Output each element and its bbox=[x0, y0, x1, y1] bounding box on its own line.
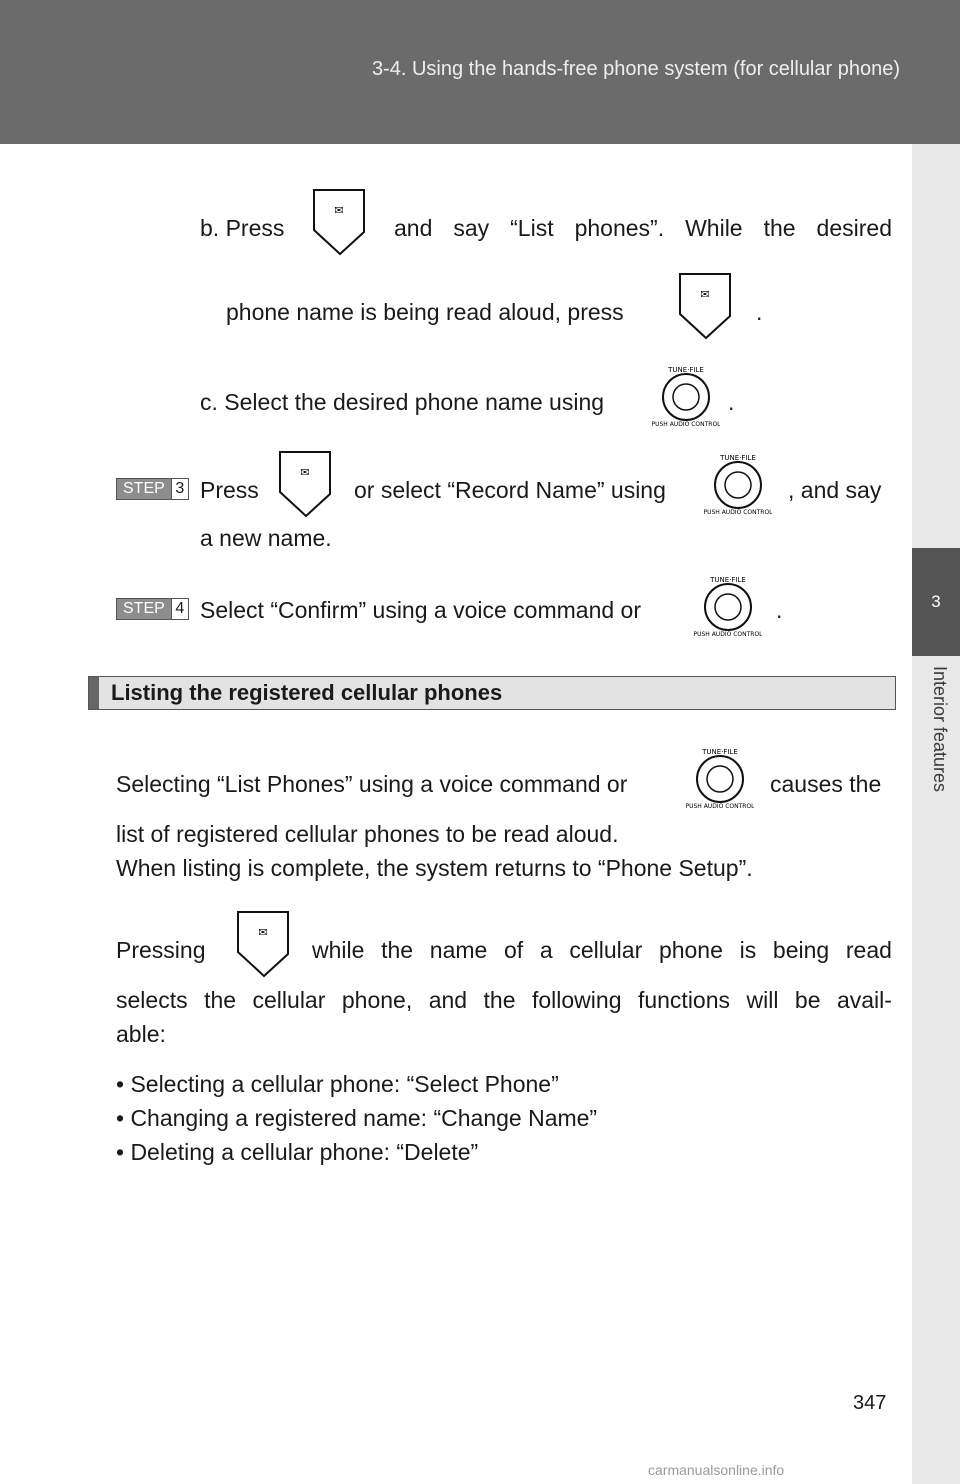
word: the bbox=[204, 987, 237, 1013]
svg-text:✉: ✉ bbox=[700, 288, 710, 301]
step-label: STEP bbox=[117, 479, 171, 499]
step-4-end: . bbox=[776, 597, 783, 623]
word: cellular bbox=[569, 937, 643, 963]
tune-file-knob-icon bbox=[686, 746, 754, 815]
word: and bbox=[394, 215, 433, 241]
step-number: 4 bbox=[171, 599, 188, 619]
para2-line1 bbox=[312, 936, 892, 964]
talk-switch-icon bbox=[234, 908, 292, 985]
word: desired bbox=[816, 215, 892, 241]
word: the bbox=[483, 987, 516, 1013]
step-4-text: Select “Confirm” using a voice command or bbox=[200, 597, 641, 623]
section-title: 3-4. Using the hands-free phone system (for cellular phone) bbox=[371, 58, 900, 80]
step-3-badge bbox=[116, 478, 189, 500]
word: say bbox=[453, 215, 490, 241]
word: While bbox=[685, 215, 743, 241]
knob-top-label: TUNE·FILE bbox=[720, 454, 756, 462]
para1-line3: When listing is complete, the system returns to “Phone Setup”. bbox=[116, 855, 753, 881]
para2-line3: able: bbox=[116, 1021, 166, 1047]
word: being bbox=[772, 937, 830, 963]
knob-bottom-label: PUSH AUDIO CONTROL bbox=[704, 509, 772, 516]
tune-file-knob-icon bbox=[652, 364, 720, 433]
word: read bbox=[845, 937, 892, 963]
section-heading bbox=[88, 676, 896, 710]
section-heading-text: Listing the registered cellular phones bbox=[111, 680, 503, 705]
knob-top-label: TUNE·FILE bbox=[668, 366, 704, 374]
word: the bbox=[381, 937, 414, 963]
talk-switch-icon bbox=[310, 186, 368, 263]
word: will bbox=[746, 987, 779, 1013]
chapter-number: 3 bbox=[912, 548, 960, 656]
step-b-line2: phone name is being read aloud, press bbox=[226, 299, 624, 325]
knob-bottom-label: PUSH AUDIO CONTROL bbox=[652, 421, 720, 428]
tune-file-knob-icon bbox=[694, 574, 762, 643]
step-3-line2: a new name. bbox=[200, 525, 332, 551]
step-c-end: . bbox=[728, 389, 735, 415]
word: functions bbox=[637, 987, 731, 1013]
word: avail- bbox=[836, 987, 892, 1013]
talk-switch-icon bbox=[276, 448, 334, 525]
word: of bbox=[504, 937, 524, 963]
talk-switch-icon bbox=[676, 270, 734, 347]
knob-bottom-label: PUSH AUDIO CONTROL bbox=[694, 631, 762, 638]
svg-text:✉: ✉ bbox=[300, 466, 310, 479]
word: a bbox=[539, 937, 553, 963]
page-number: 347 bbox=[853, 1392, 887, 1414]
word: following bbox=[531, 987, 622, 1013]
step-number: 3 bbox=[171, 479, 188, 499]
heading-accent-bar bbox=[89, 677, 99, 709]
knob-bottom-label: PUSH AUDIO CONTROL bbox=[686, 803, 754, 810]
word: name bbox=[429, 937, 488, 963]
step-b-line1 bbox=[394, 214, 892, 242]
step-b-line2-end: . bbox=[756, 299, 763, 325]
word: cellular bbox=[252, 987, 326, 1013]
word: and bbox=[428, 987, 468, 1013]
word: phones”. bbox=[574, 215, 665, 241]
word: be bbox=[794, 987, 821, 1013]
para2-start: Pressing bbox=[116, 937, 206, 963]
watermark: carmanualsonline.info bbox=[648, 1462, 785, 1478]
word: “List bbox=[510, 215, 554, 241]
step-3-mid: or select “Record Name” using bbox=[354, 477, 666, 503]
bullet-item: • Selecting a cellular phone: “Select Phone” bbox=[116, 1071, 559, 1097]
chapter-label: Interior features bbox=[930, 666, 950, 793]
step-b-start: b. Press bbox=[200, 215, 285, 241]
tune-file-knob-icon bbox=[704, 452, 772, 521]
step-c-text: c. Select the desired phone name using bbox=[200, 389, 605, 415]
word: the bbox=[763, 215, 796, 241]
bullet-item: • Deleting a cellular phone: “Delete” bbox=[116, 1139, 479, 1165]
step-3-press: Press bbox=[200, 477, 259, 503]
word: phone bbox=[658, 937, 723, 963]
word: phone, bbox=[341, 987, 413, 1013]
para1-line2: list of registered cellular phones to be read aloud. bbox=[116, 821, 619, 847]
bullet-item: • Changing a registered name: “Change Name” bbox=[116, 1105, 598, 1131]
page-header bbox=[0, 0, 960, 144]
word: while bbox=[312, 937, 365, 963]
svg-text:✉: ✉ bbox=[258, 926, 268, 939]
para1-end: causes the bbox=[770, 771, 882, 797]
knob-top-label: TUNE·FILE bbox=[702, 748, 738, 756]
word: selects bbox=[116, 987, 188, 1013]
para2-line2 bbox=[116, 986, 892, 1014]
step-4-badge bbox=[116, 598, 189, 620]
knob-top-label: TUNE·FILE bbox=[710, 576, 746, 584]
word: is bbox=[739, 937, 757, 963]
para1-start: Selecting “List Phones” using a voice command or bbox=[116, 771, 628, 797]
svg-text:✉: ✉ bbox=[334, 204, 344, 217]
step-label: STEP bbox=[117, 599, 171, 619]
step-3-end: , and say bbox=[788, 477, 882, 503]
